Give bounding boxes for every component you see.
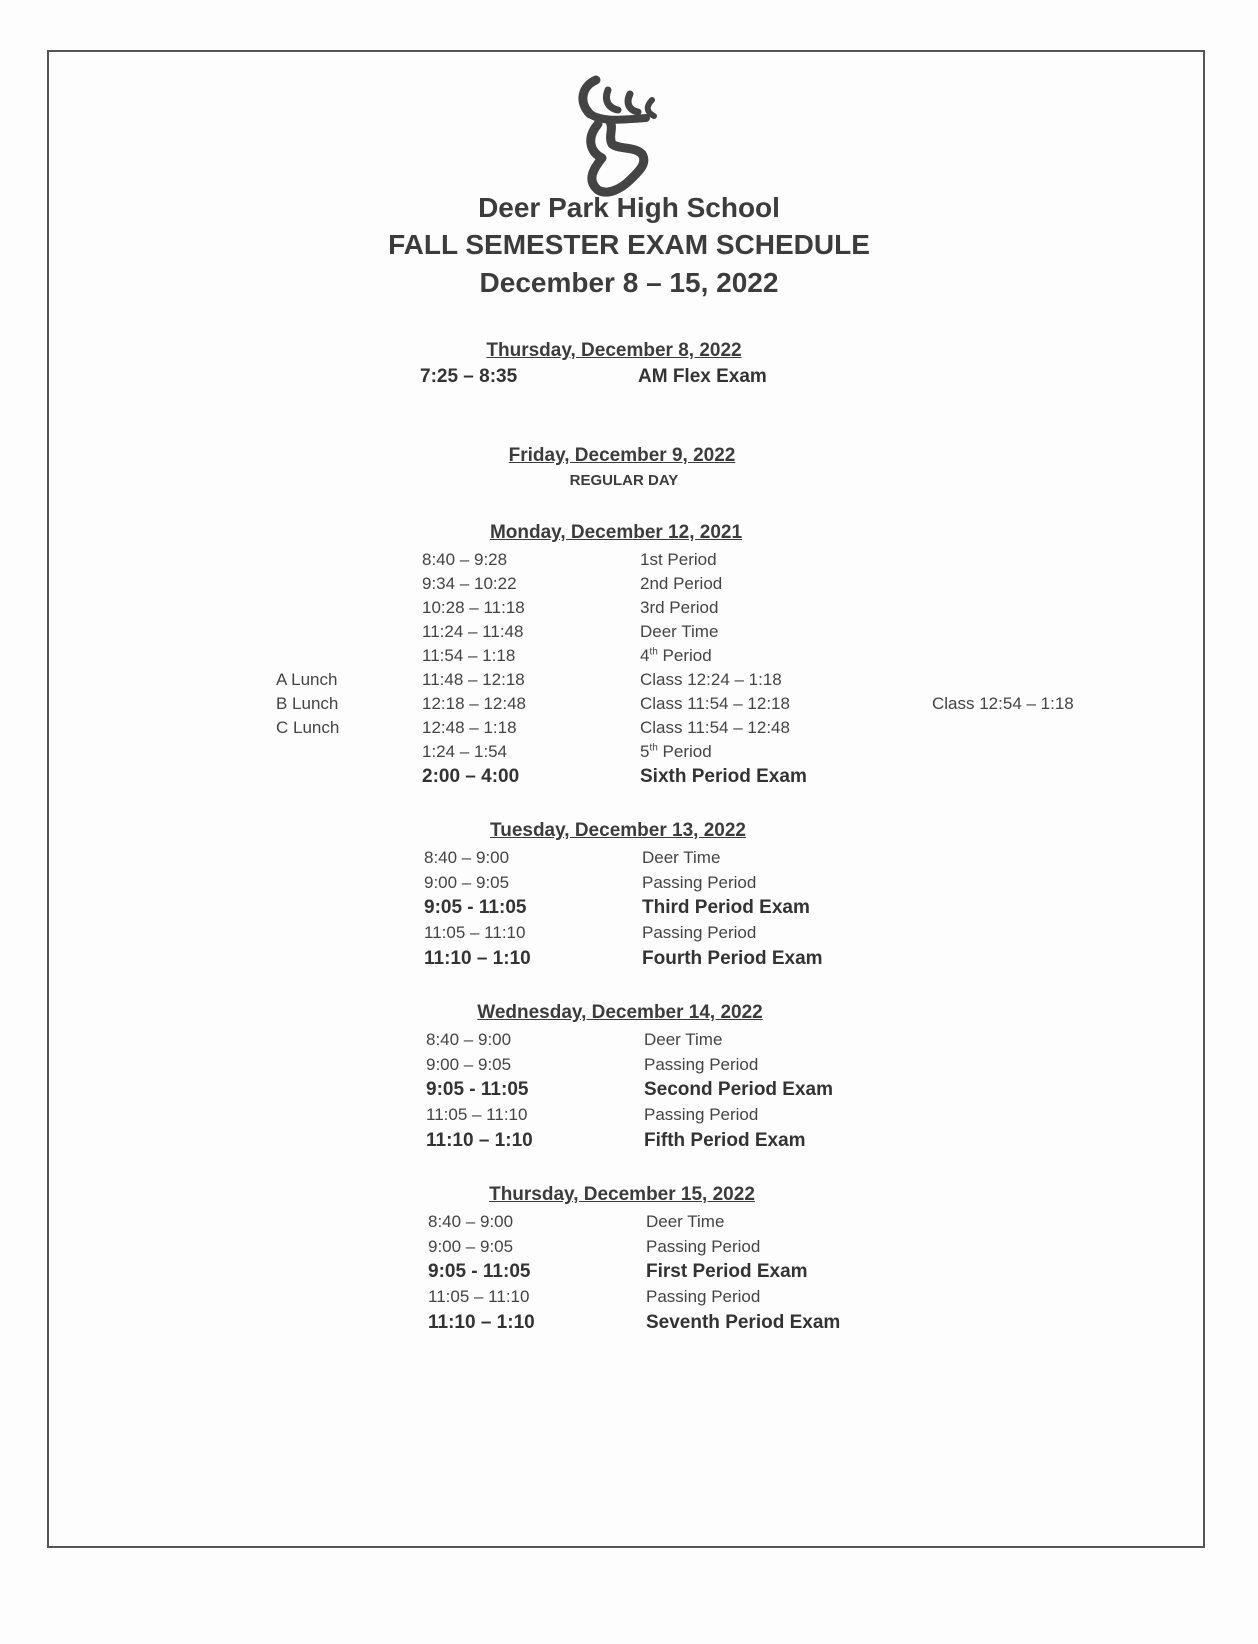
time-cell: 9:34 – 10:22 (422, 574, 517, 593)
event-cell: 3rd Period (640, 598, 719, 617)
time-cell: 11:48 – 12:18 (422, 670, 525, 689)
event-cell: Fifth Period Exam (644, 1130, 806, 1151)
time-cell: 1:24 – 1:54 (422, 742, 508, 761)
time-cell: 9:05 - 11:05 (426, 1079, 529, 1100)
event-cell: Passing Period (642, 873, 757, 892)
page-title: FALL SEMESTER EXAM SCHEDULE (388, 229, 870, 260)
event-cell: Deer Time (640, 622, 719, 641)
time-cell: 12:18 – 12:48 (422, 694, 526, 713)
time-cell: 9:05 - 11:05 (428, 1261, 531, 1282)
time-cell: 8:40 – 9:00 (428, 1212, 514, 1231)
event-cell: AM Flex Exam (638, 366, 767, 387)
time-cell: 9:00 – 9:05 (426, 1055, 512, 1074)
event-cell: Seventh Period Exam (646, 1312, 841, 1333)
time-cell: 2:00 – 4:00 (422, 766, 520, 787)
event-cell: Fourth Period Exam (642, 948, 823, 969)
lunch-label: C Lunch (276, 718, 340, 737)
day-heading: Friday, December 9, 2022 (508, 445, 736, 466)
day-heading: Wednesday, December 14, 2022 (477, 1002, 763, 1023)
lunch-label: B Lunch (276, 694, 339, 713)
event-cell: Class 12:24 – 1:18 (640, 670, 782, 689)
event-cell: Sixth Period Exam (640, 766, 807, 787)
time-cell: 8:40 – 9:28 (422, 550, 508, 569)
school-name: Deer Park High School (478, 192, 780, 223)
lunch-label: A Lunch (276, 670, 338, 689)
event-cell: Passing Period (646, 1237, 761, 1256)
day-heading: Tuesday, December 13, 2022 (490, 820, 746, 841)
event-cell: First Period Exam (646, 1261, 808, 1282)
day-heading: Thursday, December 15, 2022 (489, 1184, 755, 1205)
event-cell: Deer Time (646, 1212, 725, 1231)
time-cell: 8:40 – 9:00 (424, 848, 510, 867)
event-cell: Passing Period (646, 1287, 761, 1306)
time-cell: 11:05 – 11:10 (424, 923, 526, 942)
time-cell: 9:00 – 9:05 (424, 873, 510, 892)
time-cell: 9:00 – 9:05 (428, 1237, 514, 1256)
event-cell: Passing Period (644, 1055, 759, 1074)
event-cell: 4th Period (640, 646, 712, 665)
event-cell: Deer Time (642, 848, 721, 867)
extra-class-cell: Class 12:54 – 1:18 (932, 694, 1074, 713)
event-cell: Third Period Exam (642, 897, 810, 918)
day-heading: Thursday, December 8, 2022 (486, 340, 742, 361)
date-range: December 8 – 15, 2022 (479, 267, 779, 298)
time-cell: 11:05 – 11:10 (426, 1105, 528, 1124)
event-cell: 5th Period (640, 742, 712, 761)
event-cell: Passing Period (644, 1105, 759, 1124)
event-cell: 1st Period (640, 550, 717, 569)
time-cell: 11:10 – 1:10 (426, 1130, 533, 1151)
time-cell: 11:54 – 1:18 (422, 646, 516, 665)
time-cell: 11:24 – 11:48 (422, 622, 524, 641)
event-cell: Deer Time (644, 1030, 723, 1049)
day-heading: Monday, December 12, 2021 (489, 522, 743, 543)
time-cell: 8:40 – 9:00 (426, 1030, 512, 1049)
time-cell: 11:10 – 1:10 (428, 1312, 535, 1333)
event-cell: Second Period Exam (644, 1079, 834, 1100)
time-cell: 11:10 – 1:10 (424, 948, 531, 969)
time-cell: 7:25 – 8:35 (420, 366, 518, 387)
time-cell: 12:48 – 1:18 (422, 718, 517, 737)
event-cell: Passing Period (642, 923, 757, 942)
day-note: REGULAR DAY (569, 472, 679, 489)
deer-logo-icon (568, 72, 668, 202)
time-cell: 10:28 – 11:18 (422, 598, 525, 617)
time-cell: 11:05 – 11:10 (428, 1287, 530, 1306)
event-cell: Class 11:54 – 12:48 (640, 718, 790, 737)
event-cell: 2nd Period (640, 574, 723, 593)
time-cell: 9:05 - 11:05 (424, 897, 527, 918)
event-cell: Class 11:54 – 12:18 (640, 694, 790, 713)
